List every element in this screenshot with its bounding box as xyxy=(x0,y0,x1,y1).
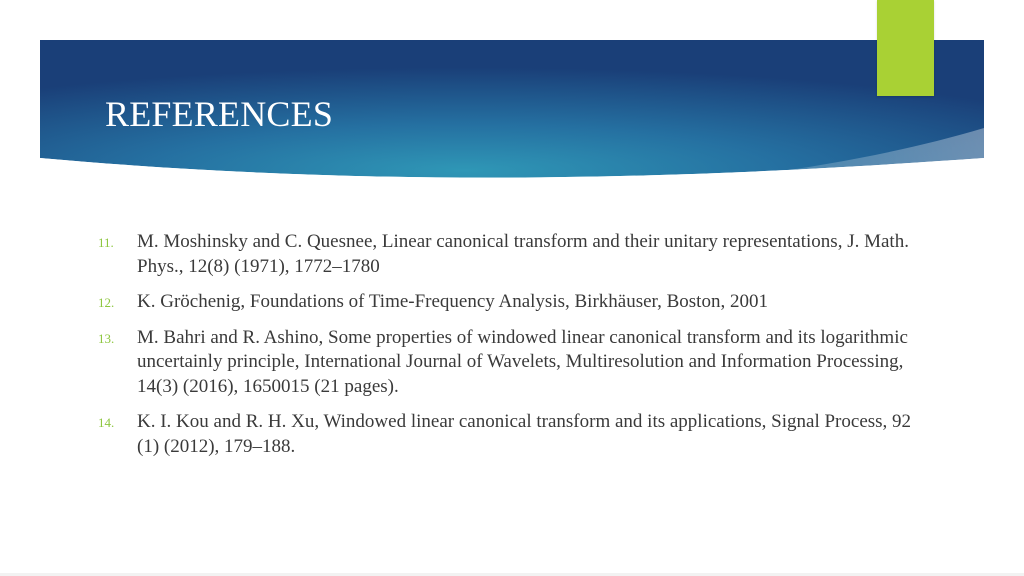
reference-number: 13. xyxy=(98,330,115,346)
reference-text: M. Bahri and R. Ashino, Some properties of windowed linear canonical transform and its logarithmic uncertainly principle, International Journal of Wavelets, Multiresolution and Information Processing, 14(3) (2016), 1650015 (21 pages). xyxy=(137,326,908,397)
reference-text: M. Moshinsky and C. Quesnee, Linear canonical transform and their unitary representations, J. Math. Phys., 12(8) (1971), 1772–1780 xyxy=(137,231,909,277)
reference-number: 11. xyxy=(98,235,114,250)
reference-text: K. I. Kou and R. H. Xu, Windowed linear canonical transform and its applications, Signal Process, 92 (1) (2012), 179–188. xyxy=(137,411,912,457)
accent-tab xyxy=(877,0,934,96)
reference-number: 12. xyxy=(98,295,115,310)
reference-list xyxy=(98,230,918,470)
slide-title: REFERENCES xyxy=(105,94,334,134)
reference-number: 14. xyxy=(98,415,115,430)
reference-item xyxy=(98,326,918,400)
reference-text: K. Gröchenig, Foundations of Time-Frequency Analysis, Birkhäuser, Boston, 2001 xyxy=(137,291,768,312)
reference-item xyxy=(98,230,918,279)
reference-item xyxy=(98,290,918,315)
reference-item xyxy=(98,410,918,459)
